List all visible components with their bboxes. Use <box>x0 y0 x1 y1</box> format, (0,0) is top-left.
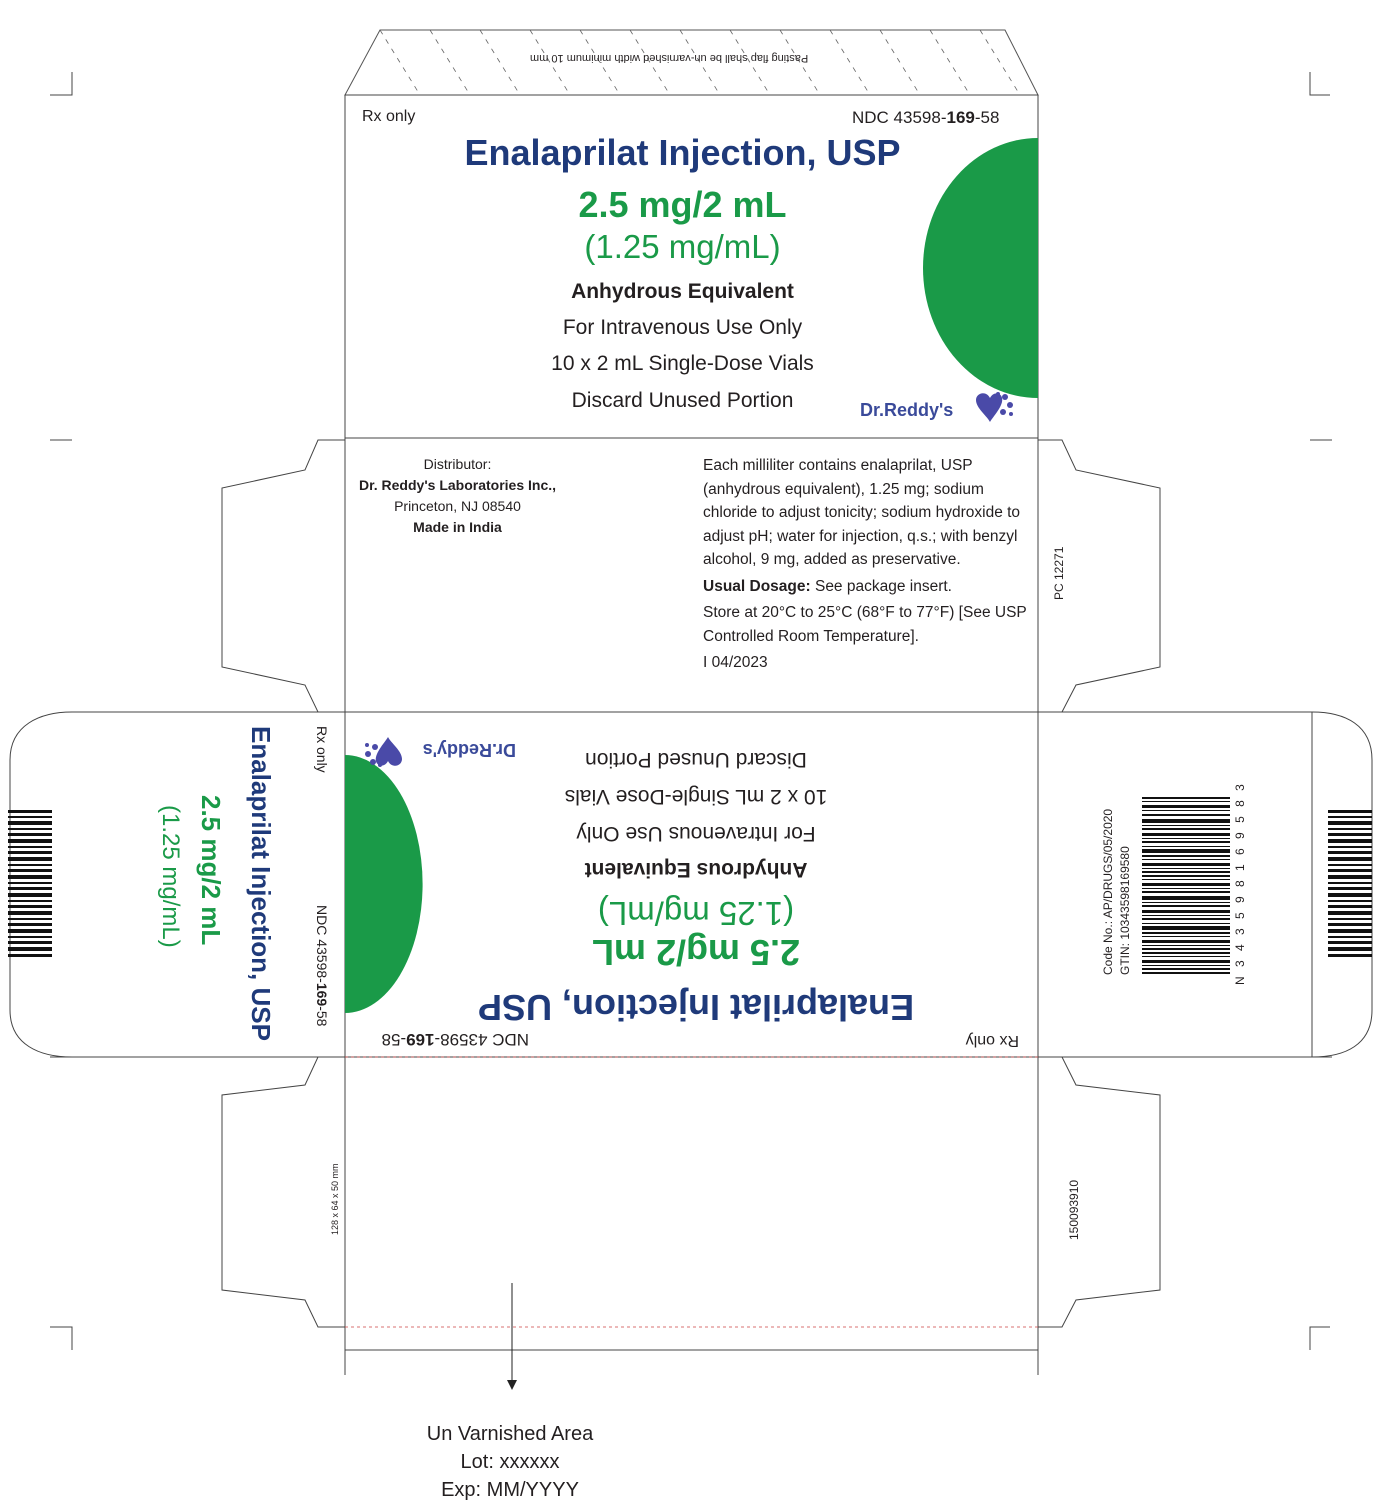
rx-only-label: Rx only <box>965 1032 1019 1049</box>
product-title-side: Enalaprilat Injection, USP <box>246 726 276 1041</box>
expiry-date: Exp: MM/YYYY <box>441 1479 579 1501</box>
rx-only-label: Rx only <box>362 108 416 125</box>
distributor-name: Dr. Reddy's Laboratories Inc., <box>358 477 557 493</box>
strength: 2.5 mg/2 mL <box>578 184 787 225</box>
product-title: Enalaprilat Injection, USP <box>464 132 901 173</box>
ndc-number: NDC 43598-169-58 <box>852 108 1000 127</box>
package-count: 10 x 2 mL Single-Dose Vials <box>564 785 828 808</box>
pasting-flap-note: Pasting flap shall be un-varnished width minimum 10 mm <box>530 52 809 64</box>
carton-dimensions: 128 x 64 x 50 mm <box>330 1163 340 1235</box>
strength-side: 2.5 mg/2 mL <box>196 795 226 946</box>
concentration: (1.25 mg/mL) <box>597 895 795 932</box>
pc-code: PC 12271 <box>1052 546 1066 600</box>
ndc-number: NDC 43598-169-58 <box>381 1030 529 1049</box>
dosage-line: Usual Dosage: See package insert. <box>703 577 952 595</box>
route-of-administration: For Intravenous Use Only <box>576 822 816 845</box>
unvarnished-area: Un Varnished Area <box>426 1423 594 1445</box>
package-count: 10 x 2 mL Single-Dose Vials <box>551 352 814 375</box>
ndc-number-side: NDC 43598-169-58 <box>314 905 330 1027</box>
company-logo: Dr.Reddy's <box>860 400 954 420</box>
gtin-number: GTIN: 10343598169580 <box>1118 846 1132 975</box>
storage-text: Store at 20°C to 25°C (68°F to 77°F) [See USP Controlled Room Temperature]. <box>703 604 1027 645</box>
revision-code: I 04/2023 <box>703 654 768 671</box>
product-title: Enalaprilat Injection, USP <box>477 987 915 1028</box>
logo-heart-icon <box>972 390 1016 426</box>
route-of-administration: For Intravenous Use Only <box>562 316 803 339</box>
rear-front-panel <box>346 712 1036 1057</box>
composition-text: Each milliliter contains enalaprilat, USP (anhydrous equivalent), 1.25 mg; sodium chloride to adjust tonicity; sodium hydroxide to adjust pH; water for injection, q.s.; with benzyl alcohol, 9 mg, added as preservative. <box>703 457 1021 568</box>
varnish-notes <box>410 1420 610 1504</box>
concentration: (1.25 mg/mL) <box>584 228 781 265</box>
distributor-block <box>345 454 570 538</box>
strength: 2.5 mg/2 mL <box>591 932 801 973</box>
company-logo: Dr.Reddy's <box>422 740 516 760</box>
distributor-city: Princeton, NJ 08540 <box>394 498 521 514</box>
left-side-barcode <box>8 810 52 958</box>
anhydrous-equivalent: Anhydrous Equivalent <box>584 858 808 881</box>
discard-note: Discard Unused Portion <box>585 748 807 771</box>
code-number: Code No.: AP/DRUGS/05/2020 <box>1101 808 1115 975</box>
distributor-label: Distributor: <box>423 456 492 472</box>
lot-number: Lot: xxxxxx <box>460 1451 560 1473</box>
logo-heart-icon <box>362 733 406 769</box>
concentration-side: (1.25 mg/mL) <box>157 805 184 948</box>
code-gtin-block <box>1100 809 1134 975</box>
rx-only-label-side: Rx only <box>314 726 330 773</box>
made-in: Made in India <box>413 519 502 535</box>
right-side-barcode <box>1328 810 1372 958</box>
anhydrous-equivalent: Anhydrous Equivalent <box>571 280 794 303</box>
composition-block <box>703 454 1033 678</box>
barcode-digits: N 3 4 3 5 9 8 1 6 9 5 8 3 <box>1233 781 1247 985</box>
discard-note: Discard Unused Portion <box>571 389 794 412</box>
item-code: 150093910 <box>1067 1179 1081 1240</box>
